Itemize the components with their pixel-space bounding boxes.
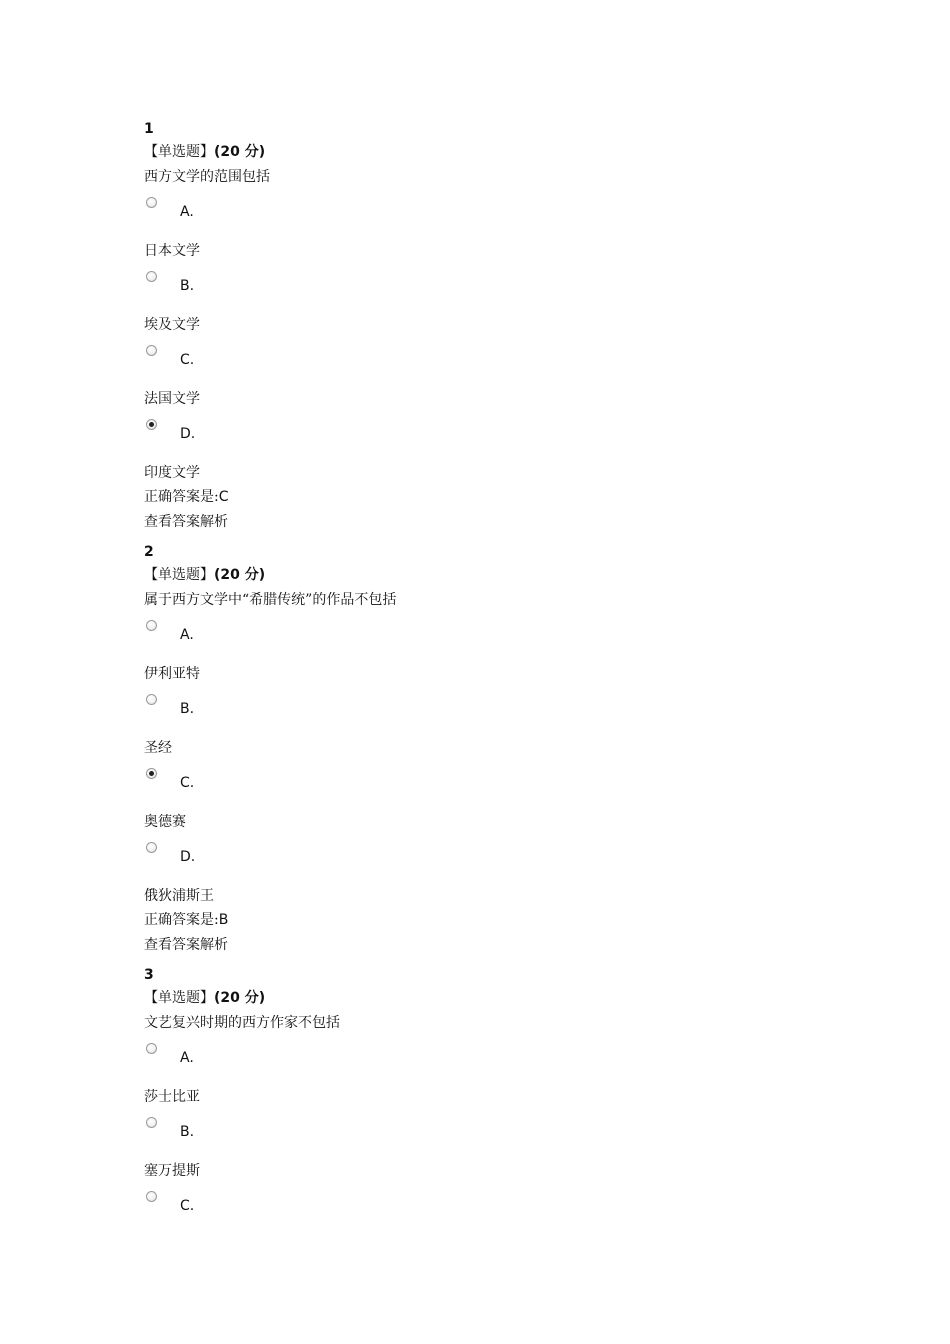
- correct-answer-label: 正确答案是:: [144, 489, 219, 505]
- question-type-label: 【单选题】: [144, 990, 214, 1006]
- option-d-text: 俄狄浦斯王: [144, 888, 214, 904]
- correct-answer-value: C: [218, 489, 229, 505]
- option-b-row[interactable]: [144, 686, 844, 736]
- option-d-text: 印度文学: [144, 465, 200, 481]
- question-type: [144, 985, 844, 1011]
- option-a-row[interactable]: [144, 189, 844, 239]
- option-c-row[interactable]: [144, 1183, 844, 1233]
- question-type: [144, 562, 844, 588]
- option-b-text: 塞万提斯: [144, 1163, 200, 1179]
- option-c-radio[interactable]: [146, 1191, 157, 1202]
- option-c-letter: C.: [180, 352, 195, 368]
- option-b-letter: B.: [180, 701, 195, 717]
- option-b-letter: B.: [180, 1124, 195, 1140]
- option-d-radio[interactable]: [146, 419, 157, 430]
- option-b-radio[interactable]: [146, 1117, 157, 1128]
- option-a-letter: A.: [180, 627, 194, 643]
- option-b-radio[interactable]: [146, 271, 157, 282]
- correct-answer: [144, 908, 844, 933]
- question-type: [144, 139, 844, 165]
- option-a-radio[interactable]: [146, 197, 157, 208]
- option-c-text: 法国文学: [144, 391, 200, 407]
- option-d-letter: D.: [180, 426, 196, 442]
- option-a-text: 日本文学: [144, 243, 200, 259]
- correct-answer: [144, 485, 844, 510]
- question-1: [144, 119, 844, 534]
- option-b-row[interactable]: [144, 263, 844, 313]
- option-b-text: 埃及文学: [144, 317, 200, 333]
- question-number: 1: [144, 121, 154, 137]
- correct-answer-value: B: [218, 912, 229, 928]
- option-c-radio[interactable]: [146, 768, 157, 779]
- option-c-letter: C.: [180, 775, 195, 791]
- question-number: 3: [144, 967, 154, 983]
- option-c-radio[interactable]: [146, 345, 157, 356]
- question-points: (20 分): [214, 144, 266, 160]
- option-a-row[interactable]: [144, 612, 844, 662]
- option-a-radio[interactable]: [146, 1043, 157, 1054]
- option-c-letter: C.: [180, 1198, 195, 1214]
- view-analysis-link[interactable]: 查看答案解析: [144, 937, 228, 953]
- question-3: [144, 965, 844, 1233]
- option-d-row[interactable]: [144, 411, 844, 461]
- question-type-label: 【单选题】: [144, 144, 214, 160]
- question-stem: 西方文学的范围包括: [144, 169, 270, 185]
- view-analysis-link[interactable]: 查看答案解析: [144, 514, 228, 530]
- option-a-radio[interactable]: [146, 620, 157, 631]
- question-points: (20 分): [214, 990, 266, 1006]
- option-c-row[interactable]: [144, 760, 844, 810]
- correct-answer-label: 正确答案是:: [144, 912, 219, 928]
- option-a-row[interactable]: [144, 1035, 844, 1085]
- option-b-letter: B.: [180, 278, 195, 294]
- question-stem: 属于西方文学中“希腊传统”的作品不包括: [144, 592, 397, 608]
- option-d-letter: D.: [180, 849, 196, 865]
- question-2: [144, 542, 844, 957]
- question-stem: 文艺复兴时期的西方作家不包括: [144, 1015, 340, 1031]
- option-b-text: 圣经: [144, 740, 172, 756]
- option-d-row[interactable]: [144, 834, 844, 884]
- option-b-radio[interactable]: [146, 694, 157, 705]
- question-points: (20 分): [214, 567, 266, 583]
- question-number: 2: [144, 544, 154, 560]
- option-a-letter: A.: [180, 204, 194, 220]
- option-a-text: 伊利亚特: [144, 666, 200, 682]
- option-d-radio[interactable]: [146, 842, 157, 853]
- question-type-label: 【单选题】: [144, 567, 214, 583]
- option-c-row[interactable]: [144, 337, 844, 387]
- option-b-row[interactable]: [144, 1109, 844, 1159]
- option-a-letter: A.: [180, 1050, 194, 1066]
- option-c-text: 奥德赛: [144, 814, 186, 830]
- option-a-text: 莎士比亚: [144, 1089, 200, 1105]
